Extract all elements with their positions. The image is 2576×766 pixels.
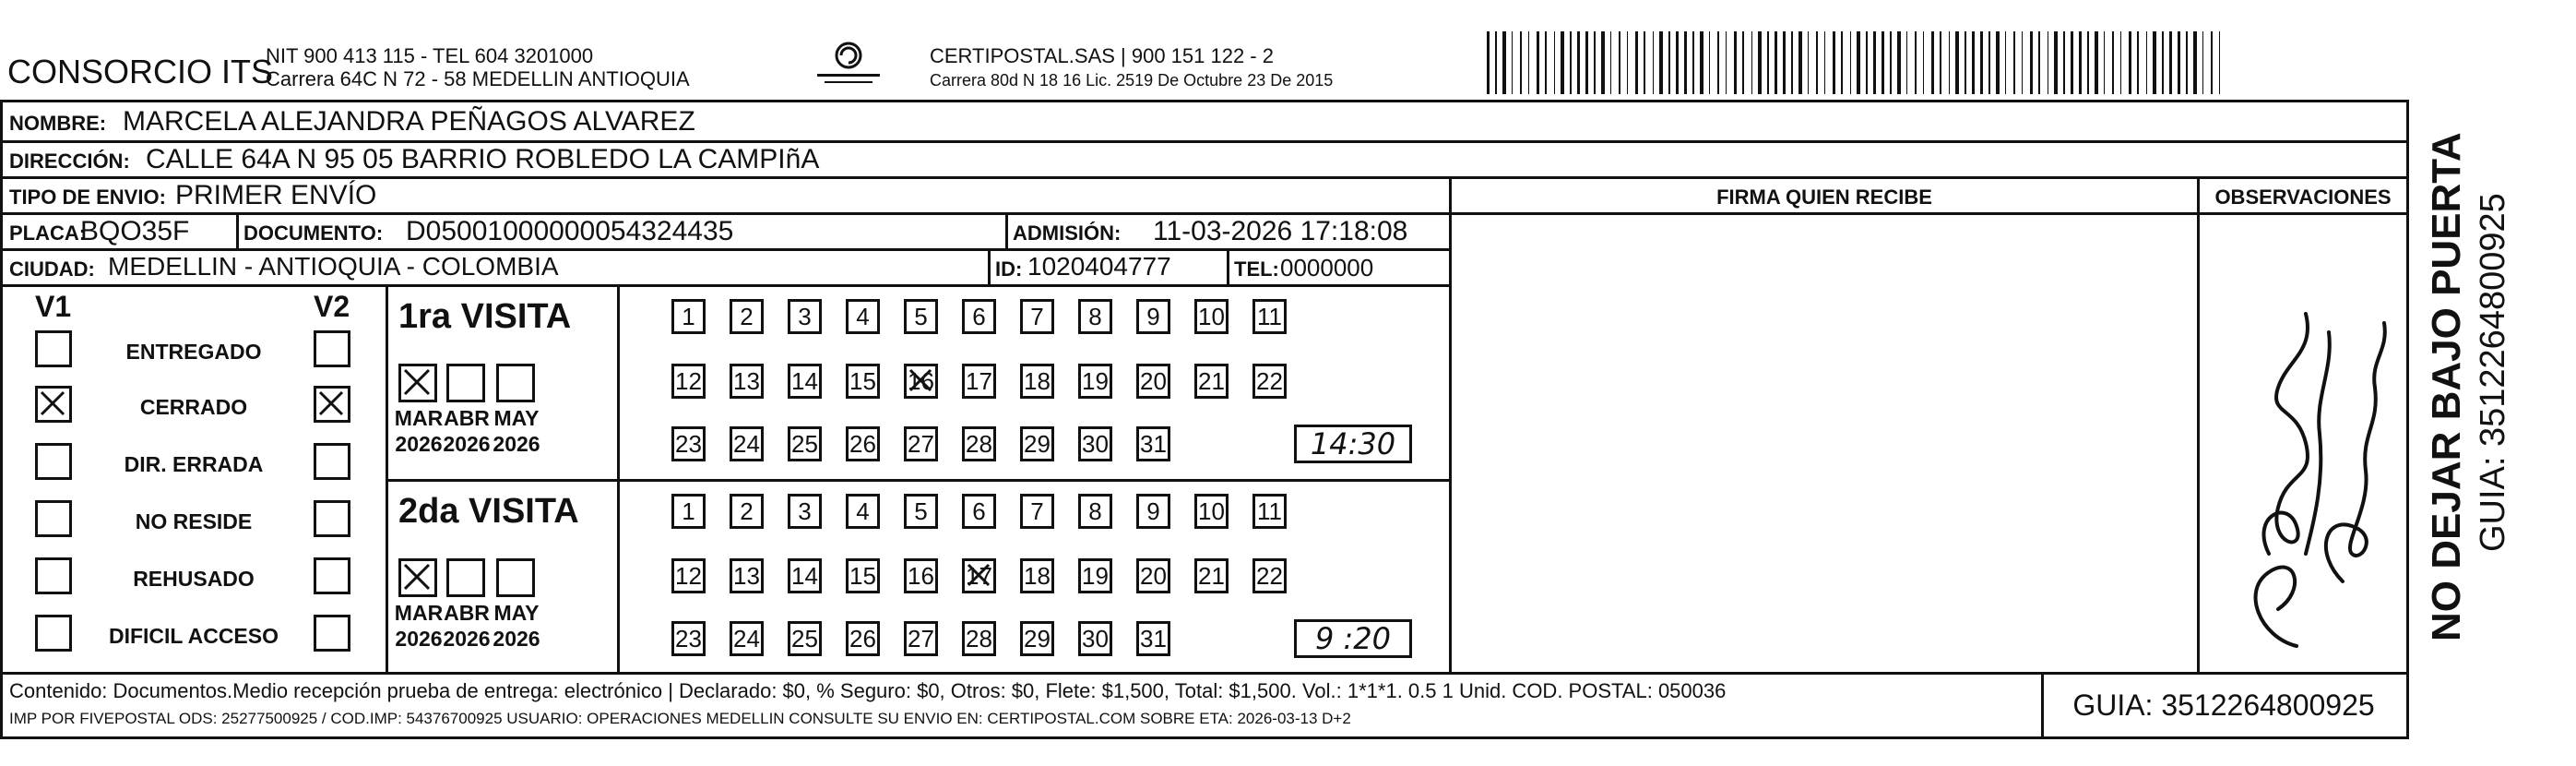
v1-checkbox[interactable] [35, 615, 72, 652]
v2-checkbox[interactable] [314, 615, 350, 652]
v1-checkbox[interactable] [35, 330, 72, 367]
tipo-envio-label: TIPO DE ENVIO: [9, 186, 166, 209]
day-box[interactable]: 9 [1136, 299, 1170, 334]
day-box[interactable]: 15 [846, 364, 880, 399]
year-label: 2026 [395, 627, 443, 651]
day-box[interactable]: 10 [1194, 299, 1229, 334]
month-label: MAR [394, 601, 444, 625]
day-box[interactable]: 3 [788, 299, 822, 334]
day-box[interactable]: 22 [1252, 364, 1287, 399]
day-box[interactable]: 21 [1194, 364, 1229, 399]
day-box[interactable]: 7 [1020, 494, 1054, 529]
day-box[interactable]: 14 [788, 558, 822, 593]
v2-checkbox[interactable] [314, 557, 350, 594]
contenido-line: Contenido: Documentos.Medio recepción prueba de entrega: electrónico | Declarado: $0, % Seguro: $0, Otros: $0, Flete: $1,500, Total: $1,500. Vol.: 1*1*1. 0.5 1 Unid. COD. POSTAL: 050036 [9, 679, 1727, 702]
day-box[interactable]: 19 [1078, 364, 1112, 399]
month-label: MAR [394, 406, 444, 430]
day-box[interactable]: 12 [671, 558, 706, 593]
tel-label: TEL: [1234, 257, 1279, 281]
year-label: 2026 [395, 432, 443, 456]
status-label: ENTREGADO [125, 340, 262, 364]
v2-header: V2 [314, 290, 350, 323]
company-name: CONSORCIO ITS [7, 53, 274, 90]
tel-value: 0000000 [1280, 254, 1374, 281]
day-box[interactable]: 17 [962, 558, 996, 593]
day-box[interactable]: 27 [904, 621, 938, 656]
day-box[interactable]: 28 [962, 426, 996, 461]
nit-line: NIT 900 413 115 - TEL 604 3201000 [266, 44, 594, 67]
certipostal-logo [812, 39, 885, 90]
day-box[interactable]: 20 [1136, 558, 1170, 593]
ciudad-value: MEDELLIN - ANTIOQUIA - COLOMBIA [108, 252, 559, 281]
month-label: MAY [493, 601, 540, 625]
visit-title: 2da VISITA [398, 492, 579, 531]
day-box[interactable]: 26 [846, 621, 880, 656]
documento-label: DOCUMENTO: [243, 221, 384, 245]
ciudad-label: CIUDAD: [9, 257, 95, 281]
day-box[interactable]: 4 [846, 494, 880, 529]
day-box[interactable]: 14 [788, 364, 822, 399]
day-box[interactable]: 17 [962, 364, 996, 399]
day-box[interactable]: 2 [730, 299, 764, 334]
id-label: ID: [995, 257, 1023, 281]
day-box[interactable]: 19 [1078, 558, 1112, 593]
nombre-label: NOMBRE: [9, 112, 107, 135]
status-label: DIR. ERRADA [124, 452, 264, 476]
day-box[interactable]: 29 [1020, 426, 1054, 461]
day-box[interactable]: 20 [1136, 364, 1170, 399]
status-label: DIFICIL ACCESO [108, 624, 279, 648]
month-checkbox[interactable] [496, 364, 535, 402]
day-box[interactable]: 24 [730, 621, 764, 656]
admision-label: ADMISIÓN: [1013, 221, 1122, 245]
day-box[interactable]: 6 [962, 299, 996, 334]
day-box[interactable]: 22 [1252, 558, 1287, 593]
month-label: MAY [493, 406, 540, 430]
day-box[interactable]: 23 [671, 426, 706, 461]
v2-checkbox[interactable] [314, 386, 350, 423]
status-label: NO RESIDE [135, 509, 253, 533]
visit-title: 1ra VISITA [398, 297, 572, 336]
day-box[interactable]: 25 [788, 621, 822, 656]
v2-checkbox[interactable] [314, 330, 350, 367]
day-box[interactable]: 15 [846, 558, 880, 593]
footer-guia: GUIA: 3512264800925 [2072, 688, 2375, 722]
v1-checkbox[interactable] [35, 500, 72, 537]
observaciones-header: OBSERVACIONES [2214, 186, 2392, 209]
year-label: 2026 [493, 627, 540, 651]
day-box[interactable]: 5 [904, 299, 938, 334]
day-box[interactable]: 31 [1136, 426, 1170, 461]
v1-checkbox[interactable] [35, 443, 72, 480]
day-box[interactable]: 30 [1078, 621, 1112, 656]
status-label: CERRADO [139, 395, 248, 419]
day-box[interactable]: 8 [1078, 299, 1112, 334]
day-box[interactable]: 26 [846, 426, 880, 461]
placa-label: PLACA: [9, 221, 87, 245]
day-box[interactable]: 1 [671, 494, 706, 529]
day-box[interactable]: 7 [1020, 299, 1054, 334]
day-box[interactable]: 10 [1194, 494, 1229, 529]
placa-value: BQO35F [80, 216, 190, 246]
day-box[interactable]: 24 [730, 426, 764, 461]
day-box[interactable]: 28 [962, 621, 996, 656]
day-box[interactable]: 21 [1194, 558, 1229, 593]
v1-checkbox[interactable] [35, 386, 72, 423]
day-box[interactable]: 3 [788, 494, 822, 529]
certipostal-address: Carrera 80d N 18 16 Lic. 2519 De Octubre 23 De 2015 [930, 71, 1334, 90]
day-box[interactable]: 12 [671, 364, 706, 399]
day-box[interactable]: 27 [904, 426, 938, 461]
certipostal-name: CERTIPOSTAL.SAS | 900 151 122 - 2 [930, 44, 1274, 67]
day-box[interactable]: 6 [962, 494, 996, 529]
day-box[interactable]: 31 [1136, 621, 1170, 656]
month-label: ABR [444, 601, 490, 625]
month-checkbox[interactable] [496, 558, 535, 597]
side-guia: GUIA: 3512264800925 [2474, 193, 2512, 552]
firma-header: FIRMA QUIEN RECIBE [1716, 186, 1932, 209]
barcode [1487, 31, 2225, 94]
month-checkbox[interactable] [446, 558, 485, 597]
month-label: ABR [444, 406, 490, 430]
month-checkbox[interactable] [398, 364, 437, 402]
visit-time: 9 :20 [1294, 619, 1412, 658]
year-label: 2026 [443, 627, 491, 651]
v1-header: V1 [35, 290, 72, 323]
side-notice: NO DEJAR BAJO PUERTA [2424, 132, 2469, 641]
day-box[interactable]: 30 [1078, 426, 1112, 461]
day-box[interactable]: 8 [1078, 494, 1112, 529]
day-box[interactable]: 4 [846, 299, 880, 334]
nombre-value: MARCELA ALEJANDRA PEÑAGOS ALVAREZ [123, 106, 695, 137]
day-box[interactable]: 18 [1020, 364, 1054, 399]
day-box[interactable]: 2 [730, 494, 764, 529]
direccion-label: DIRECCIÓN: [9, 150, 130, 173]
day-box[interactable]: 29 [1020, 621, 1054, 656]
documento-value: D05001000000054324435 [406, 216, 734, 246]
day-box[interactable]: 11 [1252, 299, 1287, 334]
company-address: Carrera 64C N 72 - 58 MEDELLIN ANTIOQUIA [266, 67, 690, 90]
day-box[interactable]: 25 [788, 426, 822, 461]
v1-checkbox[interactable] [35, 557, 72, 594]
imp-line: IMP POR FIVEPOSTAL ODS: 25277500925 / COD.IMP: 54376700925 USUARIO: OPERACIONES MEDELLIN CONSULTE SU ENVIO EN: CERTIPOSTAL.COM SOBRE ETA: 2026-03-13 D+2 [9, 710, 1351, 727]
receiver-signature [2204, 277, 2398, 664]
month-checkbox[interactable] [446, 364, 485, 402]
visit-time: 14:30 [1294, 425, 1412, 463]
day-box[interactable]: 23 [671, 621, 706, 656]
direccion-value: CALLE 64A N 95 05 BARRIO ROBLEDO LA CAMPIñA [146, 144, 820, 174]
day-box[interactable]: 13 [730, 558, 764, 593]
day-box[interactable]: 16 [904, 558, 938, 593]
day-box[interactable]: 13 [730, 364, 764, 399]
v2-checkbox[interactable] [314, 443, 350, 480]
status-label: REHUSADO [133, 567, 255, 591]
day-box[interactable]: 9 [1136, 494, 1170, 529]
year-label: 2026 [443, 432, 491, 456]
day-box[interactable]: 5 [904, 494, 938, 529]
day-box[interactable]: 11 [1252, 494, 1287, 529]
day-box[interactable]: 16 [904, 364, 938, 399]
day-box[interactable]: 18 [1020, 558, 1054, 593]
year-label: 2026 [493, 432, 540, 456]
id-value: 1020404777 [1027, 252, 1171, 281]
month-checkbox[interactable] [398, 558, 437, 597]
admision-value: 11-03-2026 17:18:08 [1153, 216, 1408, 246]
tipo-envio-value: PRIMER ENVÍO [175, 180, 377, 210]
day-box[interactable]: 1 [671, 299, 706, 334]
v2-checkbox[interactable] [314, 500, 350, 537]
